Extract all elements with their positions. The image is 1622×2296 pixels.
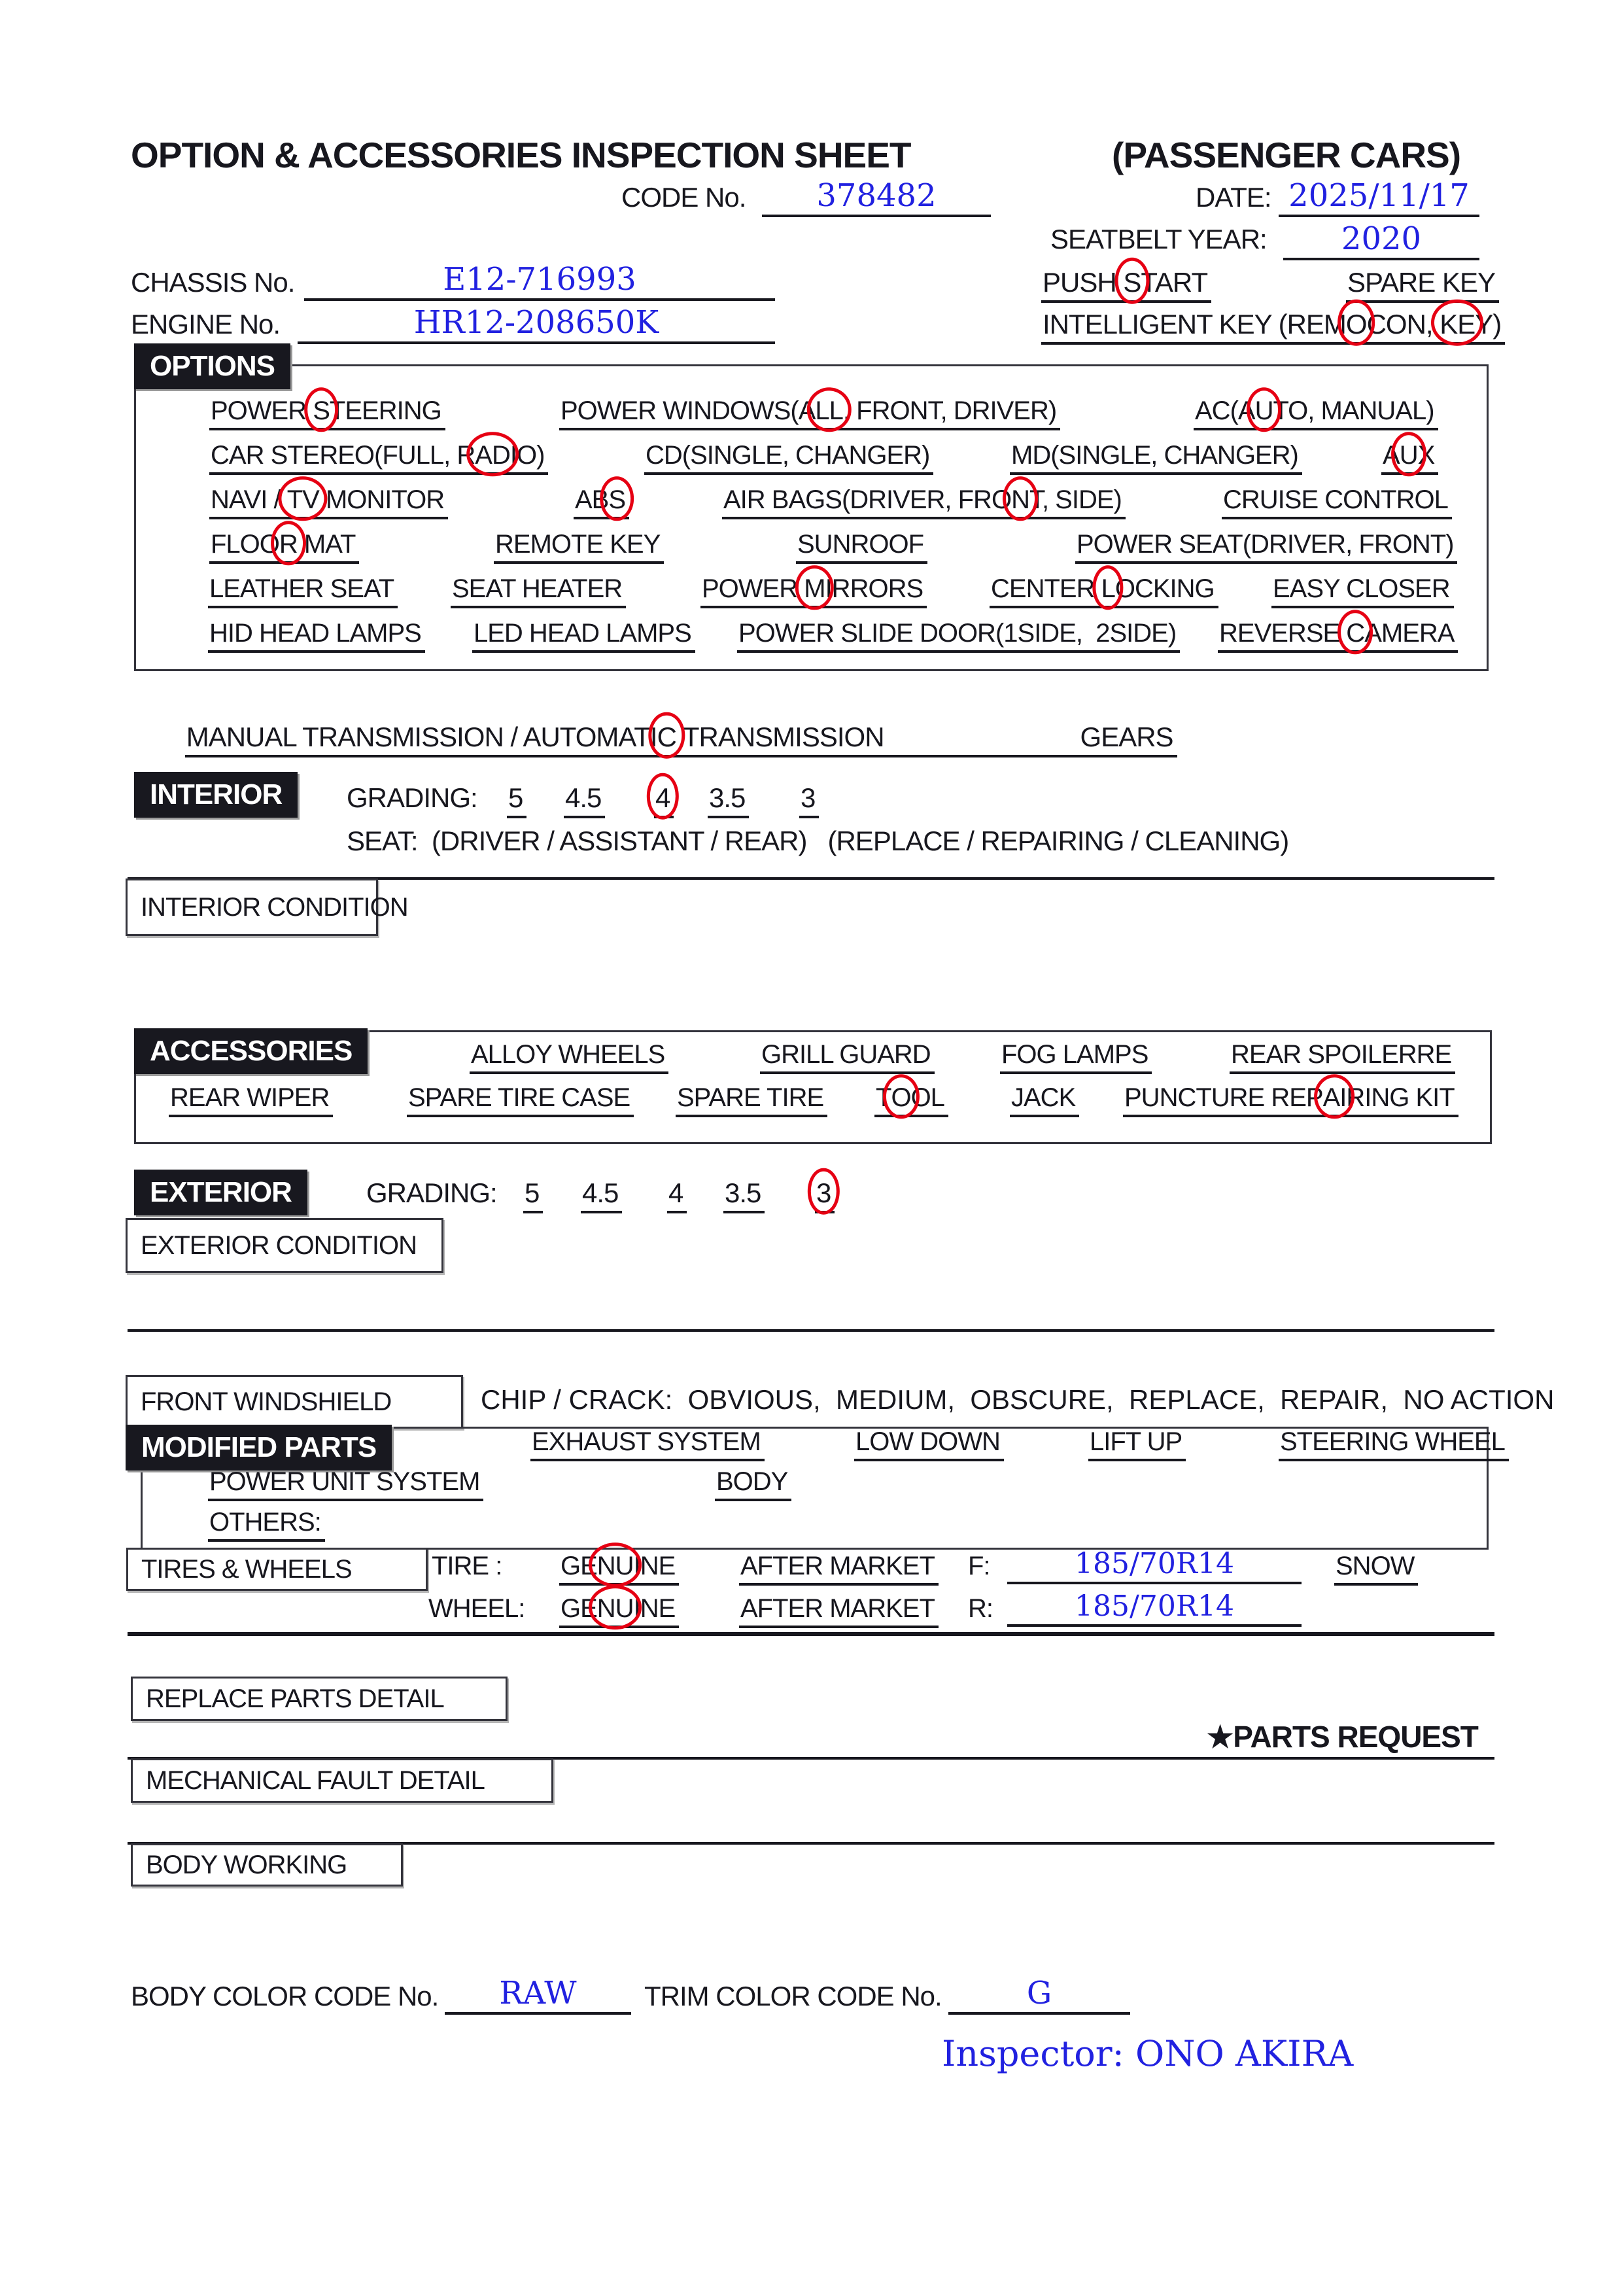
body-working-box [131, 1843, 403, 1887]
seat-line: SEAT: (DRIVER / ASSISTANT / REAR) (REPLACE / REPAIRING / CLEANING) [347, 826, 1289, 856]
mechanical-fault-detail-box [131, 1758, 553, 1803]
accessory-spare-tire-case: SPARE TIRE CASE [407, 1083, 634, 1117]
trim-color-code-value: G [1026, 1974, 1052, 2011]
option-power-windows: POWER WINDOWS(ALL, FRONT, DRIVER) [559, 396, 1060, 430]
red-circle-mark: U [1254, 396, 1273, 425]
chassis-no-value: E12-716993 [443, 260, 636, 298]
spare-key-option: SPARE KEY [1346, 267, 1499, 303]
red-circle-mark: R [279, 530, 298, 559]
accessory-fog-lamps: FOG LAMPS [1000, 1040, 1152, 1074]
red-circle-mark: AI [1322, 1083, 1347, 1112]
tire-front-size-field [1007, 1539, 1302, 1584]
mechanical-fault-detail-label: MECHANICAL FAULT DETAIL [146, 1765, 485, 1795]
red-circle-mark: L [1101, 574, 1115, 603]
engine-no-field [298, 296, 775, 344]
transmission-line [157, 690, 1177, 789]
wheel-label: WHEEL: [428, 1594, 525, 1623]
wheel-rear-label: R: [968, 1594, 993, 1623]
red-circle-mark: M [804, 574, 825, 603]
body-color-code-field [445, 1966, 631, 2015]
modified-exhaust-system: EXHAUST SYSTEM [530, 1427, 765, 1461]
red-circle-mark: O [1345, 309, 1367, 339]
exterior-grade-3-5: 3.5 [723, 1177, 765, 1213]
date-field [1279, 169, 1479, 217]
interior-condition-box [126, 878, 408, 936]
option-floor-mat: FLOOR MAT [209, 530, 359, 564]
exterior-condition-box [126, 1218, 443, 1273]
accessory-jack: JACK [1010, 1083, 1079, 1117]
engine-no-value: HR12-208650K [413, 304, 659, 341]
tire-genuine-option: GENUINE [559, 1552, 679, 1586]
gears-label: GEARS [1080, 722, 1173, 752]
wheel-rear-size-value: 185/70R14 [1075, 1589, 1234, 1623]
modified-power-unit-system: POWER UNIT SYSTEM [208, 1467, 483, 1501]
red-circle-mark: S [1123, 267, 1141, 298]
wheel-genuine-option: GENUINE [559, 1594, 679, 1628]
accessories-header: ACCESSORIES [134, 1028, 368, 1074]
red-circle-mark: NU [596, 1552, 634, 1580]
seatbelt-year-field [1283, 212, 1479, 260]
body-color-code-label: BODY COLOR CODE No. [131, 1981, 439, 2011]
front-windshield-label: FRONT WINDSHIELD [141, 1387, 392, 1416]
modified-low-down: LOW DOWN [854, 1427, 1004, 1461]
page-title: OPTION & ACCESSORIES INSPECTION SHEET [131, 135, 911, 175]
option-led-head-lamps: LED HEAD LAMPS [472, 619, 695, 653]
accessory-rear-wiper: REAR WIPER [169, 1083, 333, 1117]
exterior-divider-line [128, 1329, 1494, 1332]
seatbelt-year-value: 2020 [1341, 220, 1422, 257]
option-seat-heater: SEAT HEATER [451, 574, 626, 608]
exterior-grade-4: 4 [667, 1177, 687, 1213]
red-circle-mark: LL [815, 396, 843, 425]
snow-option: SNOW [1334, 1552, 1418, 1586]
exterior-grade-4-5: 4.5 [581, 1177, 622, 1213]
exterior-grading-label: GRADING: [366, 1177, 497, 1208]
red-circle-mark: O [891, 1083, 911, 1112]
intelligent-key-option: INTELLIGENT KEY (REMOCON, KEY) [1041, 309, 1505, 345]
option-ac: AC(AUTO, MANUAL) [1194, 396, 1438, 430]
interior-grading-label: GRADING: [347, 782, 477, 813]
interior-condition-label: INTERIOR CONDITION [141, 892, 408, 922]
tires-divider-line [128, 1632, 1494, 1636]
option-car-stereo: CAR STEREO(FULL, RADIO) [209, 441, 548, 475]
option-reverse-camera: REVERSE CAMERA [1218, 619, 1458, 653]
option-power-slide-door: POWER SLIDE DOOR(1SIDE, 2SIDE) [737, 619, 1180, 653]
interior-grade-3: 3 [799, 782, 819, 818]
red-circle-mark: KE [1440, 309, 1475, 339]
red-circle-mark: AD [475, 441, 510, 470]
body-color-code-value: RAW [499, 1974, 577, 2011]
code-no-field [762, 169, 991, 217]
option-power-steering: POWER STEERING [209, 396, 445, 430]
options-header: OPTIONS [134, 343, 290, 389]
code-no-value: 378482 [816, 177, 937, 214]
page-subtitle: (PASSENGER CARS) [1112, 135, 1461, 175]
red-circle-mark: S [608, 485, 626, 514]
body-working-label: BODY WORKING [146, 1850, 347, 1879]
transmission-label: MANUAL TRANSMISSION / AUTOMATIC TRANSMISSION [186, 722, 884, 752]
option-air-bags: AIR BAGS(DRIVER, FRONT, SIDE) [722, 485, 1126, 519]
engine-no-label: ENGINE No. [131, 309, 281, 339]
tire-label: TIRE : [432, 1552, 502, 1580]
accessory-puncture-kit: PUNCTURE REPAIRING KIT [1123, 1083, 1458, 1117]
option-cd: CD(SINGLE, CHANGER) [644, 441, 933, 475]
chip-crack-line: CHIP / CRACK: OBVIOUS, MEDIUM, OBSCURE, REPLACE, REPAIR, NO ACTION [481, 1384, 1555, 1415]
option-hid-head-lamps: HID HEAD LAMPS [208, 619, 425, 653]
modified-others: OTHERS: [208, 1508, 325, 1542]
accessory-alloy-wheels: ALLOY WHEELS [470, 1040, 668, 1074]
code-no-label: CODE No. [621, 182, 746, 213]
option-md: MD(SINGLE, CHANGER) [1010, 441, 1302, 475]
accessory-spare-tire: SPARE TIRE [676, 1083, 827, 1117]
option-navi-tv-monitor: NAVI / TV MONITOR [209, 485, 448, 519]
interior-header: INTERIOR [134, 772, 298, 818]
interior-grade-3-5: 3.5 [708, 782, 749, 818]
tire-front-size-value: 185/70R14 [1075, 1546, 1234, 1580]
red-circle-mark: NU [596, 1594, 634, 1623]
modified-body: BODY [715, 1467, 791, 1501]
option-aux: AUX [1381, 441, 1438, 475]
replace-parts-detail-label: REPLACE PARTS DETAIL [146, 1684, 444, 1713]
chassis-no-field [304, 252, 775, 301]
option-power-mirrors: POWER MIRRORS [700, 574, 927, 608]
option-power-seat: POWER SEAT(DRIVER, FRONT) [1075, 530, 1457, 564]
parts-request-note: ★PARTS REQUEST [1207, 1720, 1478, 1754]
interior-grade-5: 5 [507, 782, 526, 818]
option-easy-closer: EASY CLOSER [1271, 574, 1454, 608]
exterior-grade-3 [815, 1177, 835, 1213]
red-circle-mark: C [657, 722, 676, 752]
exterior-header: EXTERIOR [134, 1170, 307, 1215]
chassis-no-label: CHASSIS No. [131, 267, 295, 298]
red-circle-mark: U [1399, 441, 1418, 470]
exterior-condition-label: EXTERIOR CONDITION [141, 1230, 417, 1260]
replace-parts-detail-box [131, 1677, 508, 1721]
front-windshield-box [126, 1375, 463, 1429]
trim-color-code-label: TRIM COLOR CODE No. [644, 1981, 942, 2011]
option-cruise-control: CRUISE CONTROL [1222, 485, 1452, 519]
red-circle-mark: C [1346, 619, 1365, 648]
tire-front-label: F: [968, 1552, 990, 1580]
red-circle-mark: S [313, 396, 330, 425]
tire-after-market-option: AFTER MARKET [739, 1552, 939, 1586]
date-value: 2025/11/17 [1288, 177, 1470, 214]
red-circle-mark: 4 [655, 782, 670, 813]
option-remote-key: REMOTE KEY [494, 530, 664, 564]
push-start-option: PUSH START [1041, 267, 1211, 303]
option-abs: ABS [574, 485, 629, 519]
wheel-after-market-option: AFTER MARKET [739, 1594, 939, 1628]
red-circle-mark: N [1011, 485, 1029, 514]
modified-lift-up: LIFT UP [1088, 1427, 1186, 1461]
inspector-signature: Inspector: ONO AKIRA [942, 2033, 1354, 2074]
accessory-grill-guard: GRILL GUARD [760, 1040, 935, 1074]
option-leather-seat: LEATHER SEAT [208, 574, 398, 608]
interior-grade-4-5: 4.5 [564, 782, 605, 818]
date-label: DATE: [1196, 182, 1271, 213]
trim-color-code-field [948, 1966, 1130, 2015]
tires-wheels-label: TIRES & WHEELS [141, 1554, 352, 1584]
exterior-grade-5: 5 [523, 1177, 543, 1213]
interior-grade-4 [654, 782, 674, 818]
tires-wheels-box [126, 1548, 428, 1591]
seatbelt-year-label: SEATBELT YEAR: [1050, 224, 1267, 254]
red-circle-mark: TV [286, 485, 319, 514]
accessory-rear-spoiler: REAR SPOILERRE [1230, 1040, 1455, 1074]
option-sunroof: SUNROOF [796, 530, 927, 564]
modified-steering-wheel: STEERING WHEEL [1279, 1427, 1509, 1461]
option-center-locking: CENTER LOCKING [990, 574, 1218, 608]
accessory-tool: TOOL [874, 1083, 948, 1117]
modified-parts-header: MODIFIED PARTS [126, 1425, 392, 1470]
red-circle-mark: 3 [816, 1177, 831, 1208]
wheel-rear-size-field [1007, 1581, 1302, 1627]
